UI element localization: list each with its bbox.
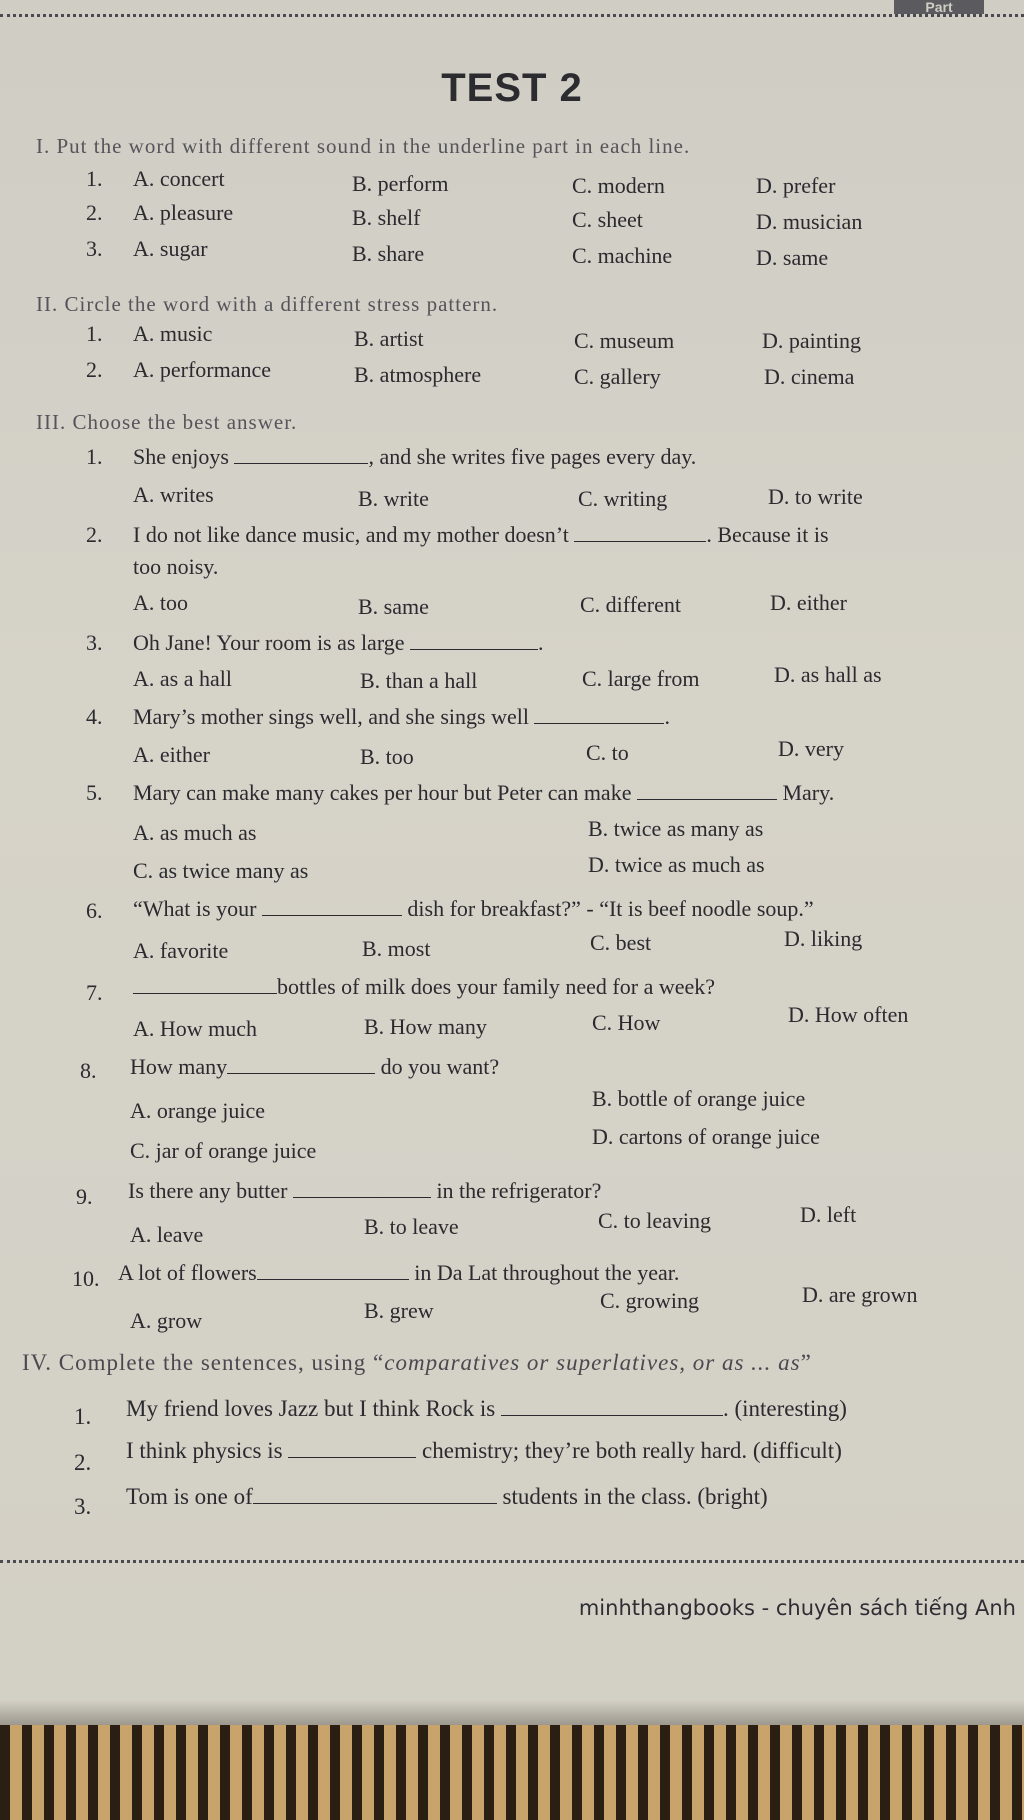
s4-item-3-sentence [126,1484,768,1510]
q4-option-b: B. too [360,744,414,769]
section-4-heading-text: IV. Complete the sentences, using “ [22,1350,385,1375]
s1-row-1-option-a: A. concert [133,166,225,191]
q6-option-b: B. most [362,936,431,961]
q6-option-a: A. favorite [133,938,229,963]
s1-row-2-option-b: B. shelf [352,205,421,230]
q9-stem [128,1178,601,1204]
q3-stem-post: . [538,630,544,655]
s2-row-2-option-a: A. performance [133,357,272,382]
q3-option-b: B. than a hall [360,668,478,693]
s1-row-1-option-c: C. modern [572,173,665,198]
q9-answer-blank[interactable] [293,1196,431,1198]
q6-answer-blank[interactable] [262,914,402,916]
s1-row-3-number: 3. [86,236,103,261]
q2-option-b: B. same [358,594,429,619]
q7-number: 7. [86,980,103,1005]
part-tab: Part [894,0,984,14]
section-1-heading: I. Put the word with different sound in the underline part in each line. [36,134,691,158]
q10-option-a: A. grow [130,1308,203,1333]
q6-stem-pre: “What is your [133,896,257,921]
q2-option-d: D. either [770,590,847,615]
section-4-heading-end: ” [800,1350,812,1375]
q1-answer-blank[interactable] [234,462,368,464]
q7-stem-post: bottles of milk does your family need for a week? [277,974,716,999]
section-4-heading [22,1350,812,1376]
q9-number: 9. [76,1184,93,1209]
q10-answer-blank[interactable] [257,1278,409,1280]
q2-option-a: A. too [133,590,188,615]
q7-answer-blank[interactable] [133,992,277,994]
q4-option-d: D. very [778,736,844,761]
publisher-footer: minhthangbooks - chuyên sách tiếng Anh [578,1596,1016,1620]
q8-option-a: A. orange juice [130,1098,265,1123]
q9-option-b: B. to leave [364,1214,459,1239]
q6-number: 6. [86,898,103,923]
s1-row-1-number: 1. [86,166,103,191]
q2-stem-line-2: too noisy. [133,554,219,579]
top-dotted-divider [0,14,1024,17]
q5-option-a: A. as much as [133,820,257,845]
q2-answer-blank[interactable] [574,540,706,542]
s2-row-1-option-a: A. music [133,321,213,346]
section-4-heading-italic: comparatives or superlatives, or as ... as [384,1350,801,1375]
s1-row-3-option-c: C. machine [572,243,673,268]
q1-option-c: C. writing [578,486,668,511]
q8-number: 8. [80,1058,97,1083]
q8-option-b: B. bottle of orange juice [592,1086,806,1111]
q9-option-d: D. left [800,1202,857,1227]
q8-option-c: C. jar of orange juice [130,1138,317,1163]
q5-stem-pre: Mary can make many cakes per hour but Peter can make [133,780,632,805]
section-3-heading: III. Choose the best answer. [36,410,298,434]
s1-row-3-option-d: D. same [756,245,829,270]
q6-option-c: C. best [590,930,652,955]
q8-answer-blank[interactable] [227,1072,375,1074]
q9-stem-pre: Is there any butter [128,1178,288,1203]
q3-option-d: D. as hall as [774,662,882,687]
s2-row-2-number: 2. [86,357,103,382]
s4-item-2-sentence [126,1438,842,1464]
q6-option-d: D. liking [784,926,863,951]
q2-stem [133,522,829,548]
s4-item-2-pre: I think physics is [126,1438,283,1463]
s2-row-1-option-c: C. museum [574,328,675,353]
s4-item-1-sentence [126,1396,847,1422]
q4-number: 4. [86,704,103,729]
q7-option-c: C. How [592,1010,661,1035]
q10-option-c: C. growing [600,1288,699,1313]
q3-number: 3. [86,630,103,655]
s2-row-2-option-c: C. gallery [574,364,661,389]
s2-row-2-option-d: D. cinema [764,364,855,389]
s4-item-3-pre: Tom is one of [126,1484,253,1509]
q10-stem-post: in Da Lat throughout the year. [414,1260,680,1285]
q8-stem-pre: How many [130,1054,228,1079]
q10-option-b: B. grew [364,1298,434,1323]
q4-answer-blank[interactable] [534,722,664,724]
q10-stem [118,1260,679,1286]
q2-stem-post: . Because it is [706,522,829,547]
s4-item-3-answer-blank[interactable] [253,1502,497,1504]
striped-background [0,1725,1024,1820]
q9-stem-post: in the refrigerator? [436,1178,602,1203]
s1-row-2-option-c: C. sheet [572,207,643,232]
q1-option-d: D. to write [768,484,863,509]
s4-item-2-answer-blank[interactable] [288,1456,416,1458]
q5-answer-blank[interactable] [637,798,777,800]
q10-option-d: D. are grown [802,1282,918,1307]
q8-stem-post: do you want? [380,1054,500,1079]
s2-row-1-option-d: D. painting [762,328,861,353]
s4-item-1-answer-blank[interactable] [501,1414,723,1416]
q1-stem-post: , and she writes five pages every day. [368,444,697,469]
s1-row-3-option-a: A. sugar [133,236,208,261]
q3-option-a: A. as a hall [133,666,232,691]
q5-stem-post: Mary. [782,780,835,805]
q8-option-d: D. cartons of orange juice [592,1124,820,1149]
s1-row-2-number: 2. [86,200,103,225]
s1-row-2-option-a: A. pleasure [133,200,234,225]
q6-stem-post: dish for breakfast?” - “It is beef noodle soup.” [407,896,814,921]
q6-stem [133,896,814,922]
s1-row-2-option-d: D. musician [756,209,863,234]
s4-item-2-number: 2. [74,1450,92,1475]
q10-number: 10. [72,1266,100,1291]
q3-answer-blank[interactable] [410,648,538,650]
q7-option-d: D. How often [788,1002,909,1027]
q1-stem-pre: She enjoys [133,444,229,469]
q1-option-a: A. writes [133,482,214,507]
s4-item-3-post: students in the class. (bright) [502,1484,768,1509]
s4-item-1-post: . (interesting) [722,1396,847,1421]
s1-row-1-option-d: D. prefer [756,173,836,198]
q10-stem-pre: A lot of flowers [118,1260,257,1285]
q7-option-a: A. How much [133,1016,258,1041]
q2-option-c: C. different [580,592,682,617]
q5-option-b: B. twice as many as [588,816,764,841]
q1-option-b: B. write [358,486,429,511]
s1-row-3-option-b: B. share [352,241,425,266]
q7-stem [133,974,715,1000]
q9-option-c: C. to leaving [598,1208,712,1233]
q3-stem-pre: Oh Jane! Your room is as large [133,630,405,655]
q4-option-a: A. either [133,742,210,767]
s4-item-2-post: chemistry; they’re both really hard. (difficult) [422,1438,842,1463]
q5-number: 5. [86,780,103,805]
bottom-dotted-divider [0,1560,1024,1563]
q9-option-a: A. leave [130,1222,204,1247]
q1-stem [133,444,696,470]
q5-option-c: C. as twice many as [133,858,309,883]
q1-number: 1. [86,444,103,469]
s4-item-3-number: 3. [74,1494,92,1519]
q5-stem [133,780,834,806]
s1-row-1-option-b: B. perform [352,171,449,196]
s2-row-2-option-b: B. atmosphere [354,362,482,387]
s2-row-1-number: 1. [86,321,103,346]
q8-stem [130,1054,499,1080]
q2-number: 2. [86,522,103,547]
s2-row-1-option-b: B. artist [354,326,424,351]
s4-item-1-pre: My friend loves Jazz but I think Rock is [126,1396,496,1421]
q5-option-d: D. twice as much as [588,852,765,877]
q3-option-c: C. large from [582,666,700,691]
q4-stem [133,704,670,730]
q4-stem-pre: Mary’s mother sings well, and she sings well [133,704,529,729]
q3-stem [133,630,544,656]
s4-item-1-number: 1. [74,1404,92,1429]
page-title: TEST 2 [441,66,583,110]
q7-option-b: B. How many [364,1014,487,1039]
q4-option-c: C. to [586,740,629,765]
section-2-heading: II. Circle the word with a different stress pattern. [36,292,499,316]
q2-stem-pre: I do not like dance music, and my mother doesn’t [133,522,569,547]
q4-stem-post: . [664,704,670,729]
